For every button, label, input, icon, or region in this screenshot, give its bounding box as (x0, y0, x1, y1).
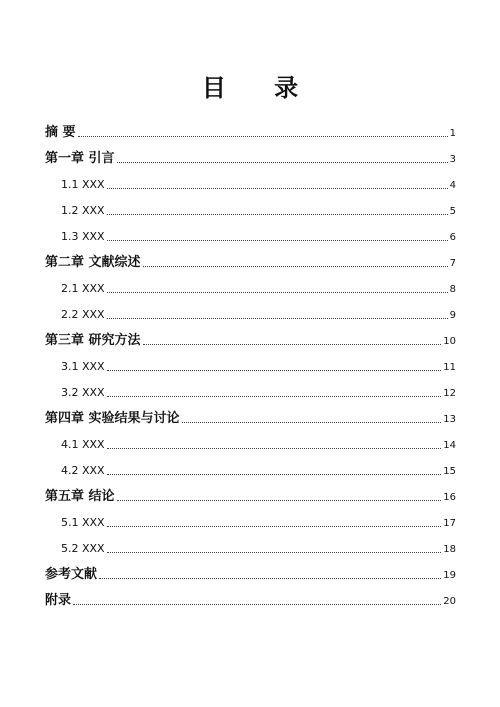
toc-leader-dots (107, 552, 442, 553)
toc-entry-page: 14 (443, 440, 456, 451)
toc-leader-dots (99, 578, 441, 579)
toc-leader-dots (107, 214, 448, 215)
toc-entry-page: 20 (443, 596, 456, 607)
toc-entry-page: 13 (443, 414, 456, 425)
toc-leader-dots (78, 136, 448, 137)
toc-entry-label: 3.2 XXX (61, 386, 105, 399)
toc-entry-label: 5.1 XXX (61, 516, 105, 529)
toc-entry-page: 17 (443, 518, 456, 529)
toc-entry-section-1-1[interactable] (45, 170, 456, 196)
toc-entry-abstract[interactable] (45, 118, 456, 144)
toc-entry-section-5-2[interactable] (45, 534, 456, 560)
toc-entry-page: 5 (449, 206, 456, 217)
toc-entry-label: 1.1 XXX (61, 178, 105, 191)
toc-leader-dots (107, 474, 442, 475)
toc-entry-section-4-2[interactable] (45, 456, 456, 482)
toc-entry-label: 第五章 结论 (45, 489, 115, 504)
toc-entry-page: 11 (443, 362, 456, 373)
toc-entry-page: 16 (443, 492, 456, 503)
toc-entry-page: 9 (449, 310, 456, 321)
toc-entry-label: 1.3 XXX (61, 230, 105, 243)
toc-entry-label: 4.2 XXX (61, 464, 105, 477)
toc-leader-dots (182, 422, 442, 423)
toc-entry-label: 参考文献 (45, 567, 98, 582)
toc-entry-page: 4 (449, 180, 456, 191)
toc-leader-dots (107, 240, 448, 241)
toc-leader-dots (107, 292, 448, 293)
toc-entry-label: 第二章 文献综述 (45, 255, 141, 270)
toc-entry-page: 10 (443, 336, 456, 347)
toc-leader-dots (107, 396, 442, 397)
toc-entry-section-3-1[interactable] (45, 352, 456, 378)
toc-entry-section-1-2[interactable] (45, 196, 456, 222)
toc-entry-page: 18 (443, 544, 456, 555)
toc-entry-chapter-5[interactable] (45, 482, 456, 508)
toc-entry-label: 3.1 XXX (61, 360, 105, 373)
toc-leader-dots (107, 370, 442, 371)
toc-entry-label: 2.1 XXX (61, 282, 105, 295)
toc-entry-references[interactable] (45, 560, 456, 586)
toc-entry-page: 7 (449, 258, 456, 269)
page-title: 目 录 (201, 74, 319, 102)
toc-entry-section-5-1[interactable] (45, 508, 456, 534)
toc-entry-label: 第一章 引言 (45, 151, 115, 166)
toc-entry-page: 3 (449, 154, 456, 165)
toc-entry-section-2-1[interactable] (45, 274, 456, 300)
toc-leader-dots (107, 318, 448, 319)
toc-entry-label: 第四章 实验结果与讨论 (45, 411, 180, 426)
toc-entry-page: 1 (449, 128, 456, 139)
toc-leader-dots (143, 344, 442, 345)
toc-leader-dots (107, 188, 448, 189)
toc-entry-label: 2.2 XXX (61, 308, 105, 321)
toc-entry-appendix[interactable] (45, 586, 456, 612)
toc-entry-label: 摘 要 (45, 125, 76, 140)
toc-entry-page: 12 (443, 388, 456, 399)
toc-entry-label: 第三章 研究方法 (45, 333, 141, 348)
toc-entry-page: 6 (449, 232, 456, 243)
toc-entry-chapter-4[interactable] (45, 404, 456, 430)
toc-leader-dots (117, 500, 442, 501)
toc-entry-section-2-2[interactable] (45, 300, 456, 326)
toc-entry-label: 5.2 XXX (61, 542, 105, 555)
toc-leader-dots (73, 604, 441, 605)
toc-entry-page: 19 (443, 570, 456, 581)
toc-entry-label: 1.2 XXX (61, 204, 105, 217)
toc-entry-section-3-2[interactable] (45, 378, 456, 404)
toc-entry-label: 4.1 XXX (61, 438, 105, 451)
toc-entry-section-4-1[interactable] (45, 430, 456, 456)
toc-entry-chapter-2[interactable] (45, 248, 456, 274)
table-of-contents (45, 118, 456, 612)
toc-leader-dots (107, 448, 442, 449)
toc-entry-page: 8 (449, 284, 456, 295)
toc-entry-section-1-3[interactable] (45, 222, 456, 248)
toc-leader-dots (107, 526, 442, 527)
toc-leader-dots (117, 162, 448, 163)
toc-entry-label: 附录 (45, 593, 72, 608)
toc-entry-chapter-3[interactable] (45, 326, 456, 352)
toc-entry-page: 15 (443, 466, 456, 477)
toc-leader-dots (143, 266, 448, 267)
toc-entry-chapter-1[interactable] (45, 144, 456, 170)
